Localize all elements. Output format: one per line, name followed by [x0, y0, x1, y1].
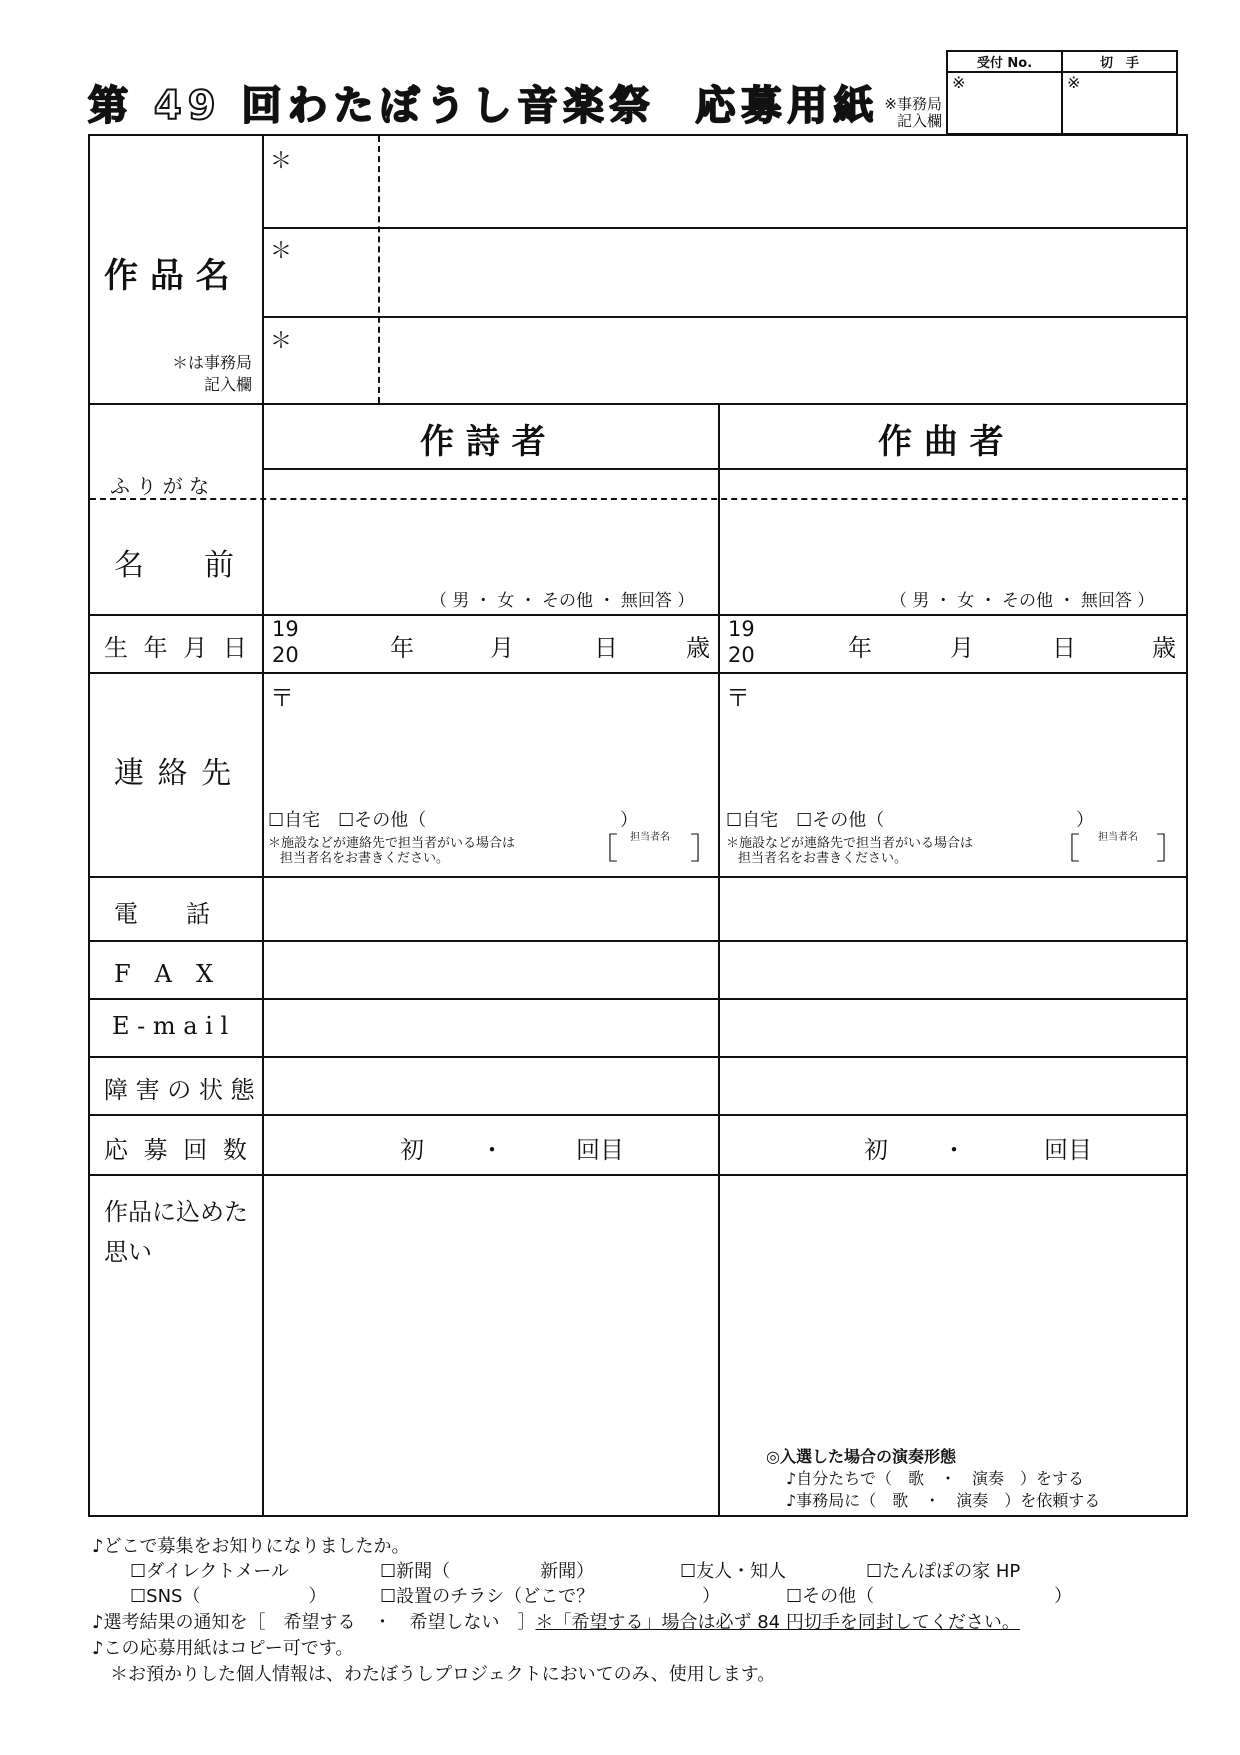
composer-era: 19 20: [728, 617, 755, 667]
lyricist-age-label: 歳: [686, 634, 710, 662]
composer-times-label: 回目: [1044, 1136, 1092, 1164]
composer-first-option[interactable]: 初: [864, 1136, 888, 1164]
receipt-box: [946, 50, 1178, 135]
form-title-sub: 応募用紙: [695, 83, 880, 129]
form-title: [88, 74, 880, 131]
lyricist-contact-type[interactable]: ☐自宅 ☐その他（: [268, 810, 427, 831]
lyricist-email-field[interactable]: [266, 1002, 716, 1054]
composer-person-label: 担当者名: [1098, 832, 1138, 843]
composer-email-field[interactable]: [722, 1002, 1186, 1054]
source-question: ♪どこで募集をお知りになりましたか。: [92, 1536, 410, 1557]
performance-style: ◎入選した場合の演奏形態 ♪自分たちで（ 歌 ・ 演奏 ）をする ♪事務局に（ 歌 ・ 演奏 ）を依頼する: [766, 1447, 1101, 1510]
composer-phone-field[interactable]: [722, 880, 1186, 938]
composer-gender-options[interactable]: （ 男 ・ 女 ・ その他 ・ 無回答 ）: [890, 591, 1155, 611]
contact-label: 連 絡 先: [114, 756, 234, 791]
copy-note: ♪この応募用紙はコピー可です。: [92, 1638, 354, 1659]
composer-name-field[interactable]: [724, 502, 1184, 582]
composer-contact-type[interactable]: ☐自宅 ☐その他（: [726, 810, 885, 831]
lyricist-day-label: 日: [594, 634, 618, 662]
composer-person-bracket-open: ［: [1050, 832, 1080, 867]
notification-options[interactable]: ♪選考結果の通知を［ 希望する ・ 希望しない ］: [92, 1612, 536, 1633]
disability-label: 障 害 の 状 態: [104, 1076, 255, 1104]
work-row-3-mark: ＊: [270, 329, 293, 354]
privacy-note: ＊お預かりした個人情報は、わたぼうしプロジェクトにおいてのみ、使用します。: [110, 1664, 776, 1685]
source-flyer[interactable]: ☐設置のチラシ（どこで？ ）: [380, 1586, 721, 1607]
composer-year-label: 年: [848, 634, 872, 662]
work-row-1-mark: ＊: [270, 149, 293, 174]
composer-day-label: 日: [1052, 634, 1076, 662]
receipt-number-label: 受付 No.: [947, 51, 1062, 72]
source-friend[interactable]: ☐友人・知人: [680, 1561, 787, 1582]
source-other[interactable]: ☐その他（ ）: [786, 1586, 1073, 1607]
fax-label: F A X: [114, 960, 214, 988]
composer-age-label: 歳: [1152, 634, 1176, 662]
birthdate-label: 生 年 月 日: [104, 634, 251, 662]
work-title-field-2[interactable]: [384, 230, 1184, 314]
lyricist-name-field[interactable]: [268, 502, 712, 582]
lyricist-person-bracket-open: ［: [588, 832, 618, 867]
office-note: ※事務局 記入欄: [884, 95, 942, 130]
lyricist-person-bracket-close: ］: [690, 832, 720, 867]
phone-label: 電 話: [114, 900, 210, 928]
lyricist-person-label: 担当者名: [630, 832, 670, 843]
form-title-main: 第 49 回わたぼうし音楽祭: [88, 83, 656, 129]
stamp-field[interactable]: ※: [1062, 72, 1177, 134]
thoughts-label: 作品に込めた 思い: [104, 1198, 248, 1266]
composer-address-field[interactable]: [746, 680, 1184, 780]
performance-self[interactable]: ♪自分たちで（ 歌 ・ 演奏 ）をする: [786, 1469, 1085, 1488]
receipt-number-field[interactable]: ※: [947, 72, 1062, 134]
work-note: ＊は事務局 記入欄: [171, 353, 252, 394]
lyricist-furigana-field[interactable]: [268, 472, 712, 496]
lyricist-year-label: 年: [390, 634, 414, 662]
email-label: E - m a i l: [112, 1012, 229, 1040]
lyricist-header: 作 詩 者: [420, 422, 546, 462]
composer-fax-field[interactable]: [722, 944, 1186, 996]
lyricist-times-label: 回目: [576, 1136, 624, 1164]
lyricist-month-label: 月: [490, 634, 514, 662]
disability-field[interactable]: [266, 1060, 1186, 1112]
source-sns[interactable]: ☐SNS（ ）: [130, 1586, 327, 1607]
composer-person-bracket-close: ］: [1156, 832, 1186, 867]
lyricist-thoughts-field[interactable]: [266, 1178, 716, 1514]
stamp-requirement-note: ＊「希望する」場合は必ず 84 円切手を同封してください。: [535, 1612, 1020, 1633]
composer-entries-dot: ・: [942, 1136, 966, 1164]
notification-question: [92, 1608, 1020, 1634]
lyricist-address-field[interactable]: [290, 680, 710, 780]
lyricist-postal-mark: 〒: [270, 684, 294, 712]
lyricist-facility-note: ＊施設などが連絡先で担当者がいる場合は 担当者名をお書きください。: [268, 836, 516, 866]
composer-contact-close: ）: [1076, 810, 1094, 831]
performance-office[interactable]: ♪事務局に（ 歌 ・ 演奏 ）を依頼する: [786, 1491, 1101, 1510]
lyricist-entries-dot: ・: [480, 1136, 504, 1164]
lyricist-era: 19 20: [272, 617, 299, 667]
name-label: 名 前: [114, 548, 234, 583]
lyricist-first-option[interactable]: 初: [400, 1136, 424, 1164]
work-title-label: 作 品 名: [104, 256, 230, 296]
composer-header: 作 曲 者: [878, 422, 1004, 462]
work-title-field-1[interactable]: [384, 140, 1184, 224]
source-direct-mail[interactable]: ☐ダイレクトメール: [130, 1561, 289, 1582]
composer-postal-mark: 〒: [726, 684, 750, 712]
furigana-label: ふ り が な: [110, 474, 210, 498]
lyricist-gender-options[interactable]: （ 男 ・ 女 ・ その他 ・ 無回答 ）: [430, 591, 695, 611]
composer-furigana-field[interactable]: [724, 472, 1184, 496]
composer-month-label: 月: [950, 634, 974, 662]
application-form: [88, 134, 1188, 1517]
work-title-field-3[interactable]: [384, 320, 1184, 400]
work-row-2-mark: ＊: [270, 239, 293, 264]
entries-label: 応 募 回 数: [104, 1136, 251, 1164]
lyricist-phone-field[interactable]: [266, 880, 716, 938]
source-newspaper[interactable]: ☐新聞（ 新聞）: [380, 1561, 595, 1582]
stamp-label: 切 手: [1062, 51, 1177, 72]
lyricist-contact-close: ）: [620, 810, 638, 831]
composer-facility-note: ＊施設などが連絡先で担当者がいる場合は 担当者名をお書きください。: [726, 836, 974, 866]
lyricist-fax-field[interactable]: [266, 944, 716, 996]
composer-thoughts-field[interactable]: [722, 1178, 1186, 1378]
source-homepage[interactable]: ☐たんぽぽの家 HP: [866, 1561, 1021, 1582]
